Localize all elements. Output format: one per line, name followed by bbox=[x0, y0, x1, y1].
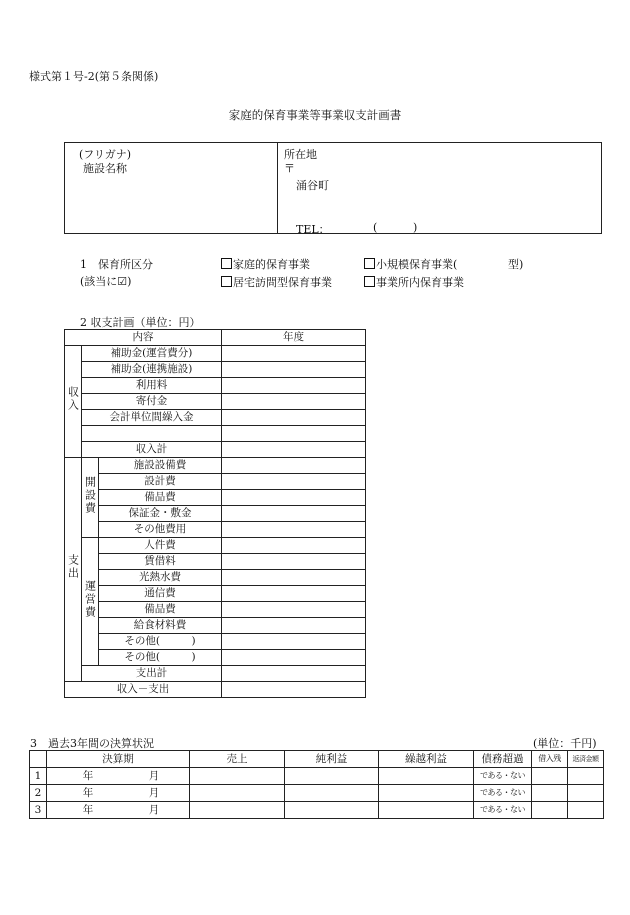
budget-item: 光熱水費 bbox=[99, 570, 222, 586]
budget-value-cell[interactable] bbox=[222, 506, 366, 522]
table-row bbox=[65, 538, 366, 554]
tel-paren-close: ) bbox=[413, 221, 418, 234]
budget-item: 通信費 bbox=[99, 586, 222, 602]
checkbox-icon[interactable] bbox=[221, 276, 232, 287]
expense-group-label: 支出 bbox=[65, 458, 82, 682]
table-row bbox=[65, 650, 366, 666]
sales-cell[interactable] bbox=[190, 785, 285, 802]
budget-value-cell[interactable] bbox=[222, 474, 366, 490]
section3-heading: 3 過去3年間の決算状況 bbox=[30, 737, 154, 750]
insolvency-cell[interactable]: である・ない bbox=[474, 802, 532, 819]
postal-mark: 〒 bbox=[284, 162, 295, 175]
table-row bbox=[65, 554, 366, 570]
table-row bbox=[65, 330, 366, 346]
facility-info-box bbox=[64, 142, 602, 234]
town-name: 涌谷町 bbox=[296, 179, 329, 192]
budget-item: 施設設備費 bbox=[99, 458, 222, 474]
insolvency-cell[interactable]: である・ない bbox=[474, 785, 532, 802]
budget-item: 利用料 bbox=[82, 378, 222, 394]
loan-balance-cell[interactable] bbox=[532, 785, 568, 802]
section3-unit: (単位：千円) bbox=[533, 737, 597, 750]
table-row bbox=[65, 570, 366, 586]
table-row bbox=[65, 634, 366, 650]
option-kyotaku[interactable]: 居宅訪問型保育事業 bbox=[221, 274, 332, 290]
budget-value-cell[interactable] bbox=[222, 586, 366, 602]
table-row bbox=[65, 362, 366, 378]
retained-earnings-cell[interactable] bbox=[379, 768, 474, 785]
col-header-retained-earnings: 繰越利益 bbox=[379, 751, 474, 768]
col-header-loan-balance: 借入残 bbox=[532, 751, 568, 768]
table-row bbox=[30, 802, 604, 819]
col-header-repayment: 返済金額 bbox=[568, 751, 604, 768]
budget-value-cell[interactable] bbox=[222, 362, 366, 378]
table-row bbox=[65, 522, 366, 538]
budget-item: 備品費 bbox=[99, 602, 222, 618]
budget-value-cell[interactable] bbox=[222, 602, 366, 618]
budget-table bbox=[64, 329, 366, 698]
row-number: 2 bbox=[30, 785, 47, 802]
budget-item: 寄付金 bbox=[82, 394, 222, 410]
budget-value-cell[interactable] bbox=[222, 346, 366, 362]
table-row bbox=[65, 426, 366, 442]
repayment-cell[interactable] bbox=[568, 802, 604, 819]
checkbox-icon[interactable] bbox=[364, 258, 375, 269]
repayment-cell[interactable] bbox=[568, 768, 604, 785]
budget-value-cell[interactable] bbox=[222, 538, 366, 554]
budget-item: その他( ) bbox=[99, 650, 222, 666]
retained-earnings-cell[interactable] bbox=[379, 802, 474, 819]
table-row bbox=[65, 490, 366, 506]
budget-value-cell[interactable] bbox=[222, 458, 366, 474]
table-row bbox=[65, 346, 366, 362]
col-header-net-income: 純利益 bbox=[285, 751, 379, 768]
table-row bbox=[65, 506, 366, 522]
budget-item: その他( ) bbox=[99, 634, 222, 650]
balance-label: 収入－支出 bbox=[65, 682, 222, 698]
table-row bbox=[30, 751, 604, 768]
budget-item: 設計費 bbox=[99, 474, 222, 490]
net-income-cell[interactable] bbox=[285, 802, 379, 819]
budget-value-cell[interactable] bbox=[222, 634, 366, 650]
retained-earnings-cell[interactable] bbox=[379, 785, 474, 802]
loan-balance-cell[interactable] bbox=[532, 802, 568, 819]
row-number: 3 bbox=[30, 802, 47, 819]
budget-item: 賃借料 bbox=[99, 554, 222, 570]
budget-item: 補助金(運営費分) bbox=[82, 346, 222, 362]
table-row bbox=[65, 442, 366, 458]
location-label: 所在地 bbox=[284, 148, 317, 161]
budget-item: 補助金(連携施設) bbox=[82, 362, 222, 378]
col-header-sales: 売上 bbox=[190, 751, 285, 768]
budget-item bbox=[82, 426, 222, 442]
budget-value-cell[interactable] bbox=[222, 650, 366, 666]
operating-subgroup-label: 運営費 bbox=[82, 538, 99, 666]
budget-value-cell[interactable] bbox=[222, 554, 366, 570]
col-header-no bbox=[30, 751, 47, 768]
budget-item: 給食材料費 bbox=[99, 618, 222, 634]
insolvency-cell[interactable]: である・ない bbox=[474, 768, 532, 785]
loan-balance-cell[interactable] bbox=[532, 768, 568, 785]
option-kateiteki[interactable]: 家庭的保育事業 bbox=[221, 256, 310, 272]
budget-item: 人件費 bbox=[99, 538, 222, 554]
budget-value-cell[interactable] bbox=[222, 522, 366, 538]
table-row bbox=[65, 586, 366, 602]
income-group-label: 収入 bbox=[65, 346, 82, 458]
col-header-content: 内容 bbox=[65, 330, 222, 346]
col-header-year: 年度 bbox=[222, 330, 366, 346]
table-row bbox=[65, 474, 366, 490]
furigana-label: (フリガナ) bbox=[79, 148, 132, 161]
table-row bbox=[65, 394, 366, 410]
checkbox-icon[interactable] bbox=[364, 276, 375, 287]
tel-paren-open: ( bbox=[373, 221, 378, 234]
budget-value-cell[interactable] bbox=[222, 410, 366, 426]
budget-value-cell[interactable] bbox=[222, 682, 366, 698]
option-shokibo[interactable]: 小規模保育事業( bbox=[364, 256, 457, 272]
table-row bbox=[65, 378, 366, 394]
period-cell[interactable]: 年 月 bbox=[47, 785, 190, 802]
section2-heading: 2 収支計画（単位：円） bbox=[80, 316, 201, 329]
sales-cell[interactable] bbox=[190, 768, 285, 785]
table-row bbox=[30, 768, 604, 785]
table-row bbox=[30, 785, 604, 802]
table-row bbox=[65, 618, 366, 634]
table-row bbox=[65, 602, 366, 618]
option-jigyosho[interactable]: 事業所内保育事業 bbox=[364, 274, 464, 290]
section1-note: (該当に☑) bbox=[80, 275, 132, 288]
net-income-cell[interactable] bbox=[285, 768, 379, 785]
budget-value-cell[interactable] bbox=[222, 618, 366, 634]
tel-label: TEL： bbox=[296, 223, 330, 236]
table-row bbox=[65, 682, 366, 698]
budget-item: 備品費 bbox=[99, 490, 222, 506]
budget-value-cell[interactable] bbox=[222, 666, 366, 682]
net-income-cell[interactable] bbox=[285, 785, 379, 802]
facility-box-divider bbox=[277, 143, 278, 233]
budget-value-cell[interactable] bbox=[222, 378, 366, 394]
sales-cell[interactable] bbox=[190, 802, 285, 819]
col-header-insolvency: 債務超過 bbox=[474, 751, 532, 768]
table-row bbox=[65, 458, 366, 474]
document-title: 家庭的保育事業等事業収支計画書 bbox=[228, 108, 402, 122]
table-row bbox=[65, 666, 366, 682]
budget-item: その他費用 bbox=[99, 522, 222, 538]
repayment-cell[interactable] bbox=[568, 785, 604, 802]
budget-value-cell[interactable] bbox=[222, 570, 366, 586]
option-shokibo-suffix: 型) bbox=[508, 258, 524, 271]
period-cell[interactable]: 年 月 bbox=[47, 768, 190, 785]
table-row bbox=[65, 410, 366, 426]
budget-value-cell[interactable] bbox=[222, 442, 366, 458]
col-header-period: 決算期 bbox=[47, 751, 190, 768]
expense-total-label: 支出計 bbox=[82, 666, 222, 682]
facility-name-label: 施設名称 bbox=[83, 162, 127, 175]
budget-value-cell[interactable] bbox=[222, 426, 366, 442]
income-total-label: 収入計 bbox=[82, 442, 222, 458]
checkbox-icon[interactable] bbox=[221, 258, 232, 269]
budget-value-cell[interactable] bbox=[222, 394, 366, 410]
budget-item: 保証金・敷金 bbox=[99, 506, 222, 522]
section1-heading: 1 保育所区分 bbox=[80, 258, 153, 271]
row-number: 1 bbox=[30, 768, 47, 785]
financial-history-table bbox=[29, 750, 604, 819]
budget-value-cell[interactable] bbox=[222, 490, 366, 506]
budget-item: 会計単位間繰入金 bbox=[82, 410, 222, 426]
setup-subgroup-label: 開設費 bbox=[82, 458, 99, 538]
form-number: 様式第１号-2(第５条関係) bbox=[29, 70, 159, 83]
period-cell[interactable]: 年 月 bbox=[47, 802, 190, 819]
